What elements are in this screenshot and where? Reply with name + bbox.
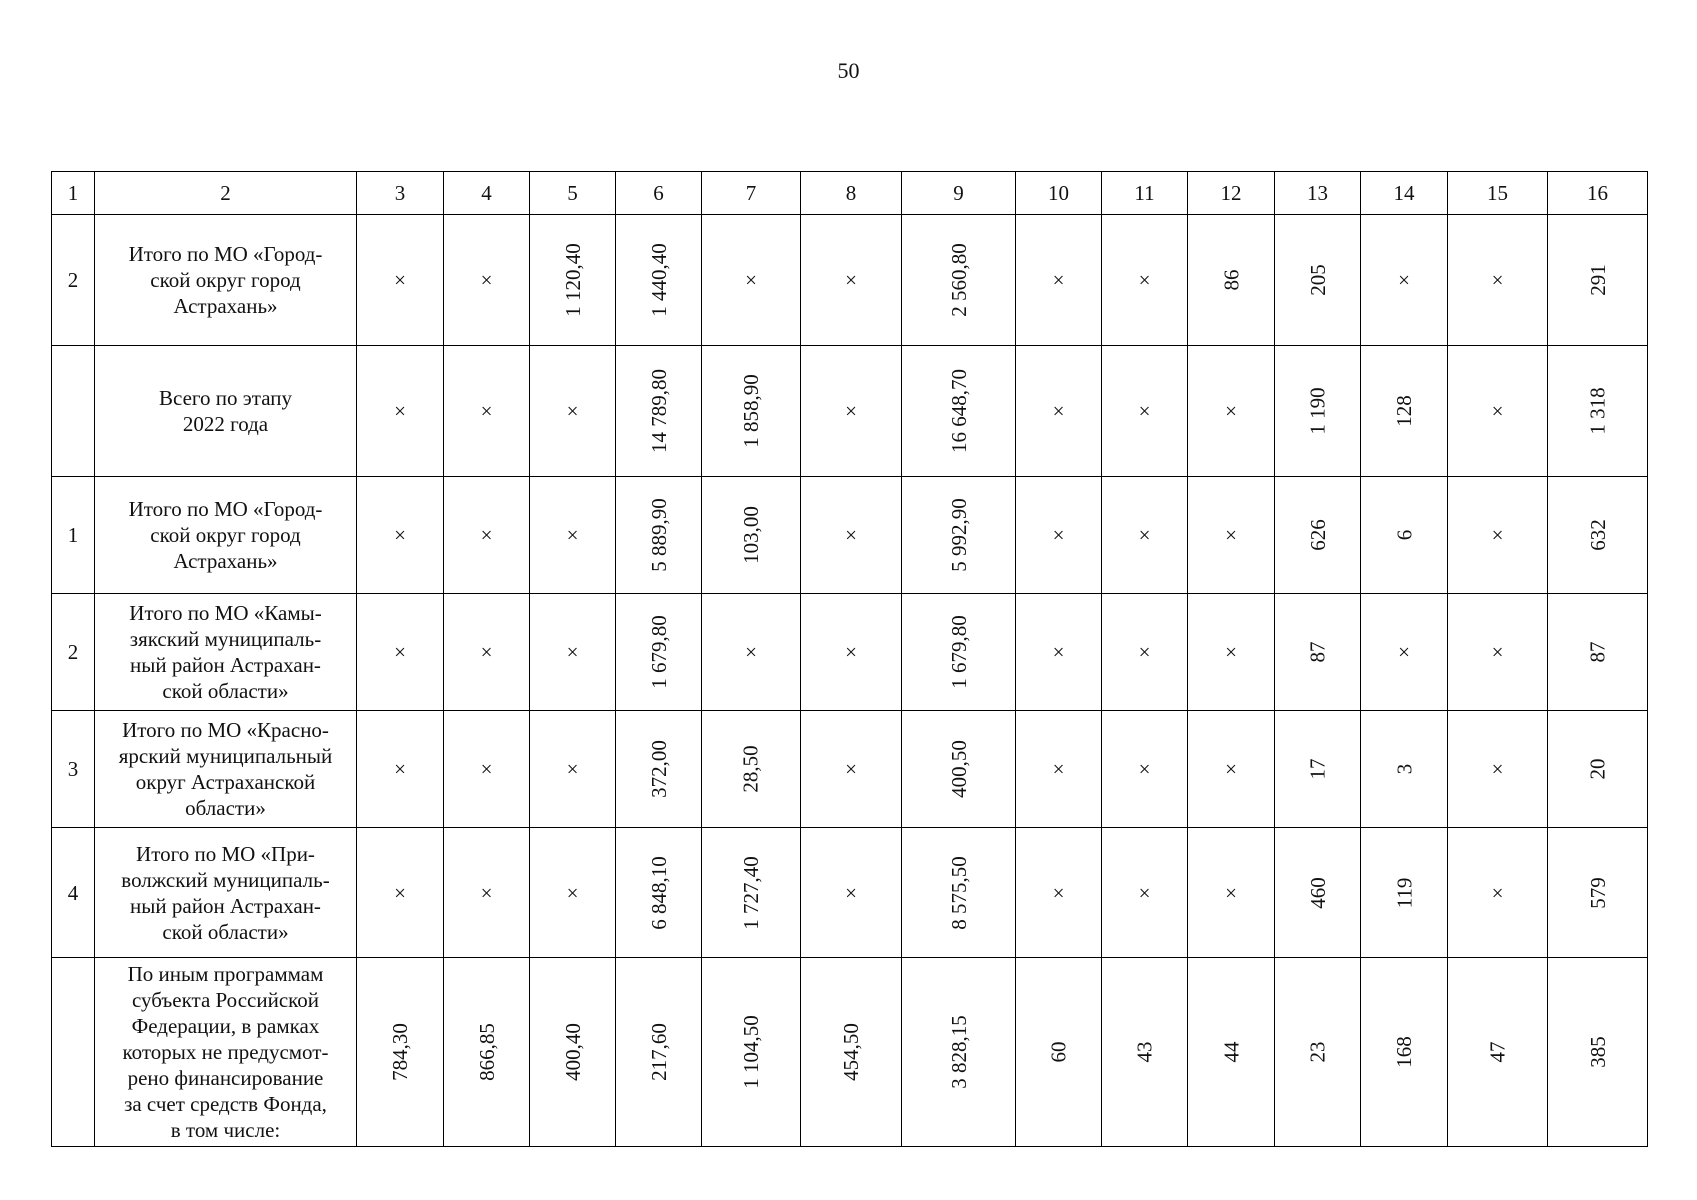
table-cell (702, 711, 801, 828)
table-cell (1275, 828, 1361, 958)
cell-value: × (1138, 523, 1151, 547)
table-cell (1188, 958, 1275, 1147)
cell-value: × (1225, 640, 1237, 664)
cell-value: × (1398, 268, 1410, 292)
cell-value: × (1138, 268, 1151, 292)
table-cell (444, 828, 530, 958)
cell-value: × (566, 523, 579, 547)
table-cell (1188, 594, 1275, 711)
cell-value: × (1491, 268, 1504, 292)
cell-value: 23 (1305, 1041, 1330, 1063)
cell-value: 1 104,50 (739, 1015, 763, 1089)
table-row (52, 828, 1648, 958)
cell-value: 1 727,40 (739, 855, 763, 930)
table-cell (444, 346, 530, 477)
cell-value: × (394, 268, 406, 292)
cell-value: × (480, 268, 493, 292)
cell-value: 1 318 (1585, 387, 1610, 435)
table-cell (357, 594, 444, 711)
row-number: 3 (52, 711, 95, 828)
cell-value: 217,60 (646, 1023, 671, 1081)
table-cell (1361, 828, 1448, 958)
row-number: 2 (52, 215, 95, 346)
column-header: 15 (1448, 172, 1548, 215)
cell-value: × (566, 880, 579, 905)
table-cell (530, 958, 616, 1147)
cell-value: × (394, 757, 406, 781)
table-cell (702, 828, 801, 958)
column-header: 14 (1361, 172, 1448, 215)
cell-value: × (394, 640, 406, 664)
table-cell (1275, 215, 1361, 346)
row-name-line: Федерации, в рамках (131, 1014, 320, 1038)
table-cell (1016, 346, 1102, 477)
table-cell (1448, 711, 1548, 828)
cell-value: 6 848,10 (646, 855, 671, 930)
table-cell (1448, 828, 1548, 958)
cell-value: 86 (1219, 269, 1243, 291)
cell-value: × (1052, 880, 1065, 905)
cell-value: 128 (1392, 395, 1416, 427)
row-name-line: Итого по МО «Город- (128, 497, 323, 521)
table-cell (801, 958, 902, 1147)
row-name-line: По иным программам (127, 962, 324, 986)
table-row (52, 477, 1648, 594)
table-cell (1188, 346, 1275, 477)
cell-value: × (1225, 880, 1237, 905)
row-name-line: рено финансирование (127, 1066, 324, 1090)
table-cell (1448, 958, 1548, 1147)
cell-value: 1 679,80 (946, 615, 971, 689)
table-cell (702, 958, 801, 1147)
table-cell (902, 711, 1016, 828)
table-cell (1275, 958, 1361, 1147)
cell-value: × (480, 640, 493, 664)
cell-value: 866,85 (474, 1023, 499, 1081)
table-cell (444, 477, 530, 594)
table-cell (902, 346, 1016, 477)
cell-value: 44 (1219, 1041, 1243, 1063)
row-name-line: области» (185, 796, 266, 820)
table-cell (1361, 711, 1448, 828)
row-name-line: Итого по МО «Камы- (129, 601, 322, 625)
table-cell (444, 711, 530, 828)
cell-value: × (1491, 757, 1504, 781)
table-cell (1188, 215, 1275, 346)
table-cell (801, 594, 902, 711)
table-cell (616, 215, 702, 346)
cell-value: × (845, 880, 857, 905)
column-header: 3 (357, 172, 444, 215)
column-header: 7 (702, 172, 801, 215)
table-cell (1275, 594, 1361, 711)
row-name (95, 215, 357, 346)
row-number (52, 958, 95, 1147)
cell-value: 1 120,40 (560, 243, 585, 317)
table-cell (801, 828, 902, 958)
row-name-line: в том числе: (170, 1118, 281, 1142)
cell-value: 103,00 (739, 506, 763, 564)
table-cell (902, 828, 1016, 958)
table-cell (1275, 711, 1361, 828)
table-cell (801, 711, 902, 828)
row-name-line: ный район Астрахан- (130, 653, 321, 677)
cell-value: 6 (1392, 529, 1416, 541)
table-cell (1102, 215, 1188, 346)
cell-value: × (1225, 757, 1237, 781)
row-name-line: Итого по МО «Красно- (122, 718, 329, 742)
column-header: 10 (1016, 172, 1102, 215)
cell-value: 16 648,70 (946, 369, 971, 453)
table-cell (702, 594, 801, 711)
column-header: 16 (1548, 172, 1648, 215)
table-cell (1361, 346, 1448, 477)
table-cell (1275, 346, 1361, 477)
cell-value: 47 (1485, 1041, 1510, 1063)
cell-value: × (1491, 880, 1504, 905)
row-name-line: ской округ город (150, 523, 301, 547)
table-cell (616, 828, 702, 958)
cell-value: × (480, 880, 493, 905)
cell-value: 454,50 (839, 1023, 863, 1081)
cell-value: 87 (1585, 641, 1610, 663)
table-cell (1448, 477, 1548, 594)
cell-value: 17 (1305, 758, 1330, 780)
table-cell (616, 711, 702, 828)
table-cell (530, 346, 616, 477)
table-cell (801, 477, 902, 594)
table-cell (1102, 711, 1188, 828)
table-cell (1548, 346, 1648, 477)
row-name-line: зякский муниципаль- (129, 627, 322, 651)
row-name-line: округ Астраханской (135, 770, 316, 794)
cell-value: × (745, 640, 757, 664)
column-header: 11 (1102, 172, 1188, 215)
cell-value: × (566, 757, 579, 781)
table-cell (357, 477, 444, 594)
column-header: 8 (801, 172, 902, 215)
table-cell (1016, 477, 1102, 594)
table-cell (444, 215, 530, 346)
table-cell (1548, 711, 1648, 828)
table-cell (444, 958, 530, 1147)
cell-value: 1 858,90 (739, 374, 763, 448)
table-cell (1102, 828, 1188, 958)
table-cell (1102, 477, 1188, 594)
cell-value: × (1052, 523, 1065, 547)
column-header: 12 (1188, 172, 1275, 215)
table-cell (1448, 215, 1548, 346)
row-number: 2 (52, 594, 95, 711)
table-cell (1102, 958, 1188, 1147)
cell-value: 1 440,40 (646, 243, 671, 317)
column-header: 1 (52, 172, 95, 215)
cell-value: × (394, 399, 406, 423)
table-cell (357, 346, 444, 477)
table-cell (530, 711, 616, 828)
column-header: 9 (902, 172, 1016, 215)
cell-value: 43 (1132, 1041, 1157, 1063)
row-name-line: субъекта Российской (131, 988, 320, 1012)
cell-value: × (1138, 640, 1151, 664)
table-cell (530, 594, 616, 711)
row-name-line: ный район Астрахан- (130, 893, 321, 918)
row-name-line: волжский муниципаль- (121, 867, 330, 892)
row-name (95, 828, 357, 958)
cell-value: × (1052, 757, 1065, 781)
cell-value: × (845, 640, 857, 664)
row-name-line: Астрахань» (173, 294, 278, 318)
row-name-line: Астрахань» (173, 549, 278, 573)
row-name (95, 346, 357, 477)
cell-value: × (1052, 399, 1065, 423)
row-name (95, 711, 357, 828)
table-cell (1548, 958, 1648, 1147)
table-cell (1188, 711, 1275, 828)
cell-value: 8 575,50 (946, 855, 971, 930)
cell-value: × (566, 640, 579, 664)
cell-value: 3 828,15 (946, 1015, 971, 1089)
table-cell (702, 215, 801, 346)
cell-value: 372,00 (646, 740, 671, 798)
table-cell (1448, 346, 1548, 477)
row-name (95, 477, 357, 594)
cell-value: × (1491, 399, 1504, 423)
table-cell (1548, 477, 1648, 594)
table-row (52, 711, 1648, 828)
row-name-line: ской округ город (150, 268, 301, 292)
cell-value: 87 (1305, 641, 1330, 663)
table-cell (1361, 594, 1448, 711)
table-cell (530, 477, 616, 594)
table-cell (1016, 828, 1102, 958)
cell-value: × (566, 399, 579, 423)
cell-value: 119 (1391, 877, 1416, 908)
cell-value: 400,50 (946, 740, 971, 798)
cell-value: 5 992,90 (946, 498, 971, 572)
table-cell (1016, 958, 1102, 1147)
table-row (52, 346, 1648, 477)
row-name-line: ской области» (162, 919, 289, 944)
table-cell (1016, 594, 1102, 711)
table-cell (616, 958, 702, 1147)
table-cell (902, 958, 1016, 1147)
cell-value: × (745, 268, 757, 292)
cell-value: 1 190 (1305, 387, 1330, 435)
row-name (95, 958, 357, 1147)
column-header: 13 (1275, 172, 1361, 215)
table-cell (1016, 215, 1102, 346)
cell-value: × (480, 757, 493, 781)
row-number: 1 (52, 477, 95, 594)
cell-value: × (1225, 523, 1237, 547)
table-cell (444, 594, 530, 711)
cell-value: 385 (1585, 1036, 1610, 1068)
cell-value: 460 (1305, 876, 1330, 909)
table-cell (1102, 594, 1188, 711)
row-number: 4 (52, 828, 95, 958)
cell-value: 632 (1585, 519, 1610, 551)
cell-value: 28,50 (739, 745, 763, 793)
header-row (52, 172, 1648, 215)
page-number: 50 (837, 58, 860, 83)
cell-value: 784,30 (388, 1023, 412, 1081)
column-header: 4 (444, 172, 530, 215)
table-row (52, 215, 1648, 346)
cell-value: 20 (1585, 758, 1610, 780)
cell-value: 14 789,80 (646, 369, 671, 453)
table-cell (1361, 215, 1448, 346)
data-table (51, 171, 1648, 1147)
cell-value: 2 560,80 (946, 243, 971, 317)
row-name-line: Итого по МО «Город- (128, 242, 323, 266)
column-header: 2 (95, 172, 357, 215)
row-number (52, 346, 95, 477)
cell-value: × (1052, 640, 1065, 664)
table-cell (616, 477, 702, 594)
row-name-line: Всего по этапу (159, 386, 292, 410)
table-cell (902, 477, 1016, 594)
cell-value: × (394, 523, 406, 547)
table-cell (1448, 594, 1548, 711)
table-cell (1102, 346, 1188, 477)
table-cell (1548, 828, 1648, 958)
table-cell (1016, 711, 1102, 828)
cell-value: 1 679,80 (646, 615, 671, 689)
row-name (95, 594, 357, 711)
cell-value: × (480, 399, 493, 423)
table-cell (801, 346, 902, 477)
cell-value: × (480, 523, 493, 547)
row-name-line: ской области» (162, 679, 289, 703)
row-name-line: Итого по МО «При- (136, 841, 315, 866)
cell-value: 205 (1305, 264, 1330, 296)
row-name-line: которых не предусмот- (122, 1040, 329, 1064)
cell-value: 168 (1392, 1036, 1416, 1068)
table-cell (616, 346, 702, 477)
cell-value: 400,40 (560, 1023, 585, 1081)
cell-value: 626 (1305, 519, 1330, 551)
cell-value: × (1052, 268, 1065, 292)
cell-value: × (1225, 399, 1237, 423)
table-row (52, 594, 1648, 711)
cell-value: × (1398, 640, 1410, 664)
table-cell (801, 215, 902, 346)
table-cell (1548, 594, 1648, 711)
cell-value: × (394, 880, 406, 905)
table-cell (1188, 477, 1275, 594)
table-cell (1361, 477, 1448, 594)
table-row (52, 958, 1648, 1147)
cell-value: 291 (1585, 264, 1610, 296)
table-cell (1188, 828, 1275, 958)
table-cell (357, 958, 444, 1147)
cell-value: × (845, 757, 857, 781)
cell-value: × (845, 268, 857, 292)
table-cell (1361, 958, 1448, 1147)
table-cell (902, 215, 1016, 346)
table-cell (357, 828, 444, 958)
table-cell (1275, 477, 1361, 594)
table-cell (530, 215, 616, 346)
table-cell (702, 477, 801, 594)
row-name-line: ярский муниципальный (118, 744, 333, 768)
cell-value: × (1138, 399, 1151, 423)
cell-value: × (1491, 640, 1504, 664)
cell-value: × (1491, 523, 1504, 547)
table-cell (357, 711, 444, 828)
column-header: 6 (616, 172, 702, 215)
table-cell (902, 594, 1016, 711)
table-cell (1548, 215, 1648, 346)
cell-value: 3 (1392, 763, 1416, 775)
cell-value: 5 889,90 (646, 498, 671, 572)
cell-value: × (845, 523, 857, 547)
row-name-line: за счет средств Фонда, (124, 1092, 327, 1116)
row-name-line: 2022 года (182, 412, 269, 436)
cell-value: 579 (1585, 876, 1610, 909)
cell-value: × (1138, 757, 1151, 781)
table-cell (616, 594, 702, 711)
column-header: 5 (530, 172, 616, 215)
cell-value: × (845, 399, 857, 423)
table-cell (357, 215, 444, 346)
cell-value: 60 (1046, 1041, 1071, 1063)
table-cell (702, 346, 801, 477)
cell-value: × (1138, 880, 1151, 905)
table-cell (530, 828, 616, 958)
